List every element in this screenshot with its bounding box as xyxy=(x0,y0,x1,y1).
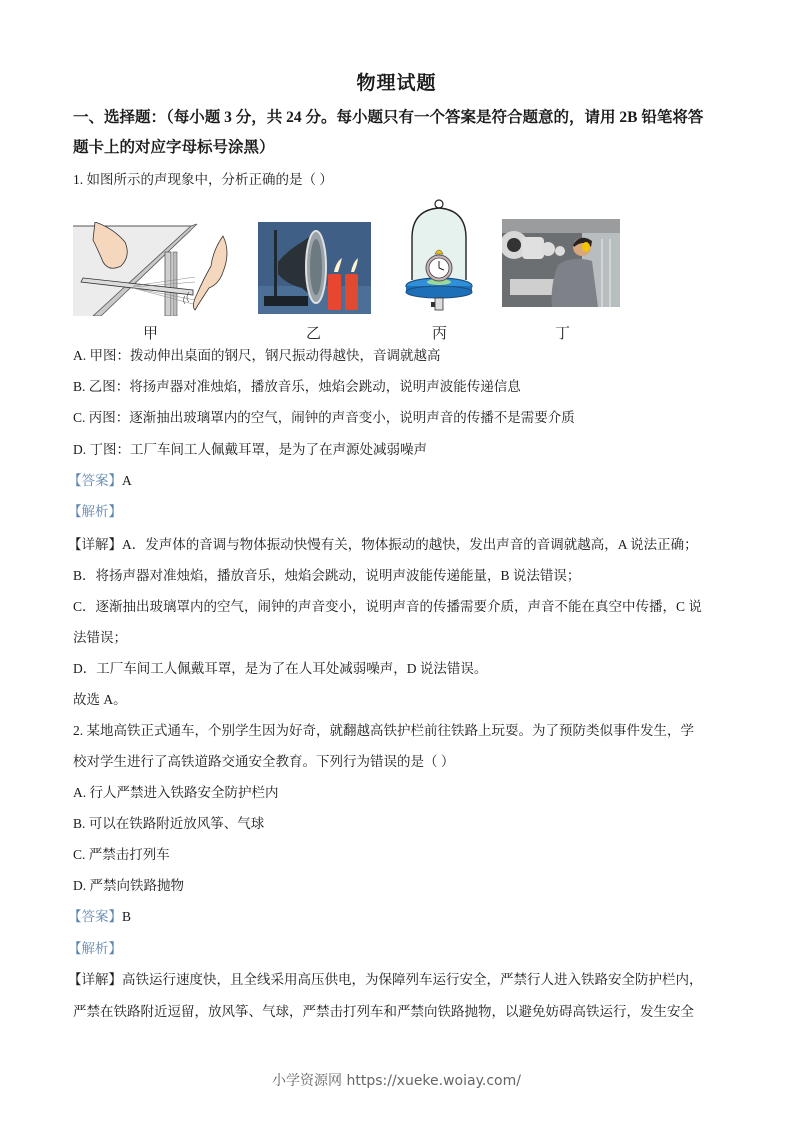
detail-tag: 【详解】 xyxy=(68,972,122,987)
figure-label-yi: 乙 xyxy=(306,324,322,342)
question-1-detail-line-1 xyxy=(68,535,698,555)
question-1-option-c: C. 丙图：逐渐抽出玻璃罩内的空气，闹钟的声音变小，说明声音的传播不是需要介质 xyxy=(73,410,575,425)
bell-jar-alarm-clock-illustration-icon xyxy=(404,198,474,318)
answer-value: B xyxy=(122,909,132,924)
question-1-conclusion: 故选 A。 xyxy=(73,692,127,707)
question-1-detail-line-2: B．将扬声器对准烛焰，播放音乐，烛焰会跳动，说明声波能传递能量，B 说法错误； xyxy=(73,568,581,583)
detail-text: A．发声体的音调与物体振动快慢有关，物体振动的越快，发出声音的音调就越高，A 说法正确； xyxy=(122,537,698,552)
question-2-detail-line-1 xyxy=(68,970,703,990)
question-2-option-a: A. 行人严禁进入铁路安全防护栏内 xyxy=(73,785,279,800)
answer-tag: 【答案】 xyxy=(68,909,122,924)
question-1-stem: 1. 如图所示的声现象中，分析正确的是（ ） xyxy=(73,172,333,187)
figure-label-jia: 甲 xyxy=(143,324,159,342)
question-1-detail-line-3: C．逐渐抽出玻璃罩内的空气，闹钟的声音变小，说明声音的传播需要介质，声音不能在真空中传播，C 说 xyxy=(73,599,702,614)
question-1-analysis xyxy=(68,502,122,522)
figure-label-bing: 丙 xyxy=(432,324,448,342)
analysis-tag: 【解析】 xyxy=(68,941,122,956)
analysis-tag: 【解析】 xyxy=(68,504,122,519)
answer-value: A xyxy=(122,473,132,488)
question-2-stem-line-2: 校对学生进行了高铁道路交通安全教育。下列行为错误的是（ ） xyxy=(73,754,455,769)
detail-tag: 【详解】 xyxy=(68,537,122,552)
answer-tag: 【答案】 xyxy=(68,473,122,488)
question-1-option-b: B. 乙图：将扬声器对准烛焰，播放音乐，烛焰会跳动，说明声波能传递信息 xyxy=(73,379,521,394)
question-1-option-d: D. 丁图：工厂车间工人佩戴耳罩，是为了在声源处减弱噪声 xyxy=(73,442,427,457)
question-2-analysis xyxy=(68,939,122,959)
question-1-detail-line-5: D．工厂车间工人佩戴耳罩，是为了在人耳处减弱噪声，D 说法错误。 xyxy=(73,661,488,676)
ruler-on-table-illustration-icon xyxy=(73,222,241,316)
figure-label-ding: 丁 xyxy=(555,324,571,342)
factory-worker-earmuffs-photo-icon xyxy=(502,219,620,307)
question-2-option-c: C. 严禁击打列车 xyxy=(73,847,170,862)
section-heading-line-2: 题卡上的对应字母标号涂黑） xyxy=(73,139,275,156)
page-title: 物理试题 xyxy=(356,73,437,94)
question-2-option-b: B. 可以在铁路附近放风筝、气球 xyxy=(73,816,265,831)
question-1-answer xyxy=(68,471,132,491)
question-2-answer xyxy=(68,907,131,927)
section-heading-line-1: 一、选择题：（每小题 3 分，共 24 分。每小题只有一个答案是符合题意的，请用 2B 铅笔将答 xyxy=(73,109,704,126)
question-1-detail-line-4: 法错误； xyxy=(73,630,127,645)
question-2-detail-line-2: 严禁在铁路附近逗留，放风筝、气球，严禁击打列车和严禁向铁路抛物，以避免妨碍高铁运行，发生安全 xyxy=(73,1004,694,1019)
speaker-candles-photo-icon xyxy=(258,222,371,314)
footer-watermark: 小学资源网 https://xueke.woiay.com/ xyxy=(272,1073,521,1089)
question-2-stem-line-1: 2. 某地高铁正式通车，个别学生因为好奇，就翻越高铁护栏前往铁路上玩耍。为了预防类似事件发生，学 xyxy=(73,723,694,738)
detail-text: 高铁运行速度快，且全线采用高压供电，为保障列车运行安全，严禁行人进入铁路安全防护栏内， xyxy=(122,972,703,987)
question-2-option-d: D. 严禁向铁路抛物 xyxy=(73,878,184,893)
question-1-option-a: A. 甲图：拨动伸出桌面的钢尺，钢尺振动得越快，音调就越高 xyxy=(73,348,441,363)
